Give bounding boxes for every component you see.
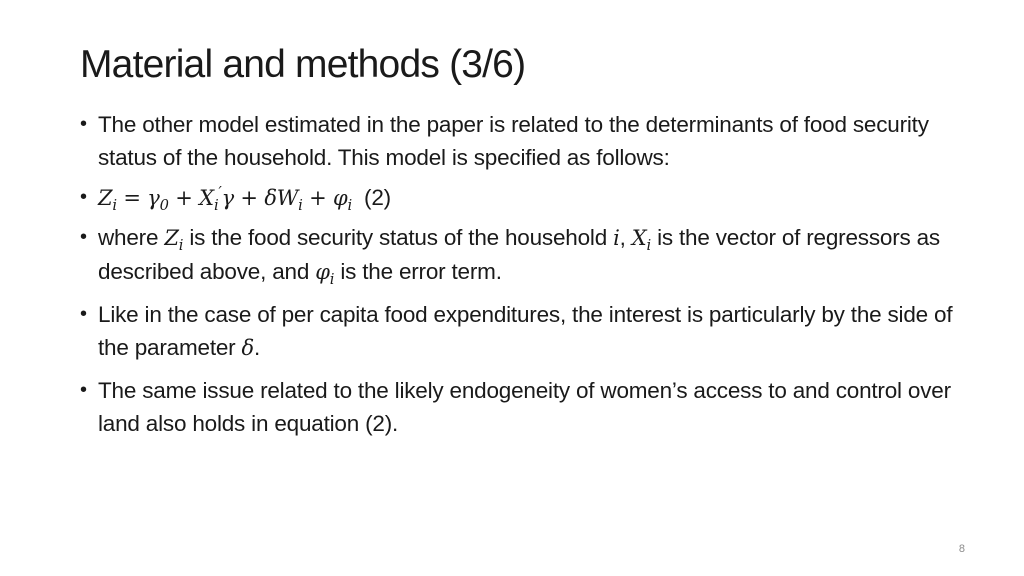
- var-i: i: [613, 226, 620, 250]
- var-gamma: γ: [221, 186, 234, 210]
- bullet-text: where: [98, 225, 159, 250]
- page-number: 8: [958, 543, 965, 555]
- bullet-text: is the error term.: [340, 259, 502, 284]
- equation-number: (2): [364, 185, 391, 210]
- sub-i: i: [213, 197, 219, 215]
- bullet-text: Like in the case of per capita food expenditures, the interest is particularly by the side of the parameter: [98, 302, 953, 360]
- equation-2: [98, 184, 353, 215]
- sub-zero: 0: [159, 197, 169, 215]
- sub-i: i: [347, 197, 353, 215]
- bullet-text: is the vector of regressors as described above, and: [98, 225, 940, 284]
- var-gamma: γ: [147, 186, 160, 210]
- var-z-i: $Z_i$: [164, 226, 184, 255]
- sub-i: i: [112, 197, 117, 215]
- bullet-parameter-interest: [80, 298, 960, 365]
- bullet-model-intro: [80, 108, 960, 174]
- bullet-list: [80, 108, 960, 440]
- var-delta: δ: [264, 186, 277, 210]
- bullet-endogeneity: [80, 374, 960, 440]
- prime-mark: ′: [218, 184, 222, 201]
- sub-i: i: [298, 197, 303, 215]
- slide-title: Material and methods (3/6): [80, 43, 526, 86]
- bullet-text: The same issue related to the likely endogeneity of women’s access to and control over land also holds in equation (2).: [98, 378, 951, 436]
- var-z: Z: [98, 186, 113, 210]
- var-w: W: [276, 186, 299, 210]
- bullet-text: The other model estimated in the paper is related to the determinants of food security status of the household. This model is specified as follows:: [98, 112, 929, 170]
- var-x-i: $X_i$: [631, 226, 652, 255]
- var-phi-i: $\varphi_i$: [315, 260, 335, 289]
- period: .: [254, 335, 261, 360]
- var-phi: φ: [333, 186, 348, 210]
- bullet-definitions: [80, 221, 960, 289]
- equals-sign: =: [123, 186, 141, 210]
- plus-sign: +: [240, 186, 258, 210]
- bullet-equation: [80, 181, 960, 215]
- bullet-text: is the food security status of the household: [189, 225, 608, 250]
- var-x: X: [199, 186, 214, 210]
- comma: ,: [619, 225, 626, 250]
- var-delta: δ: [241, 336, 254, 360]
- plus-sign: +: [309, 186, 327, 210]
- plus-sign: +: [175, 186, 193, 210]
